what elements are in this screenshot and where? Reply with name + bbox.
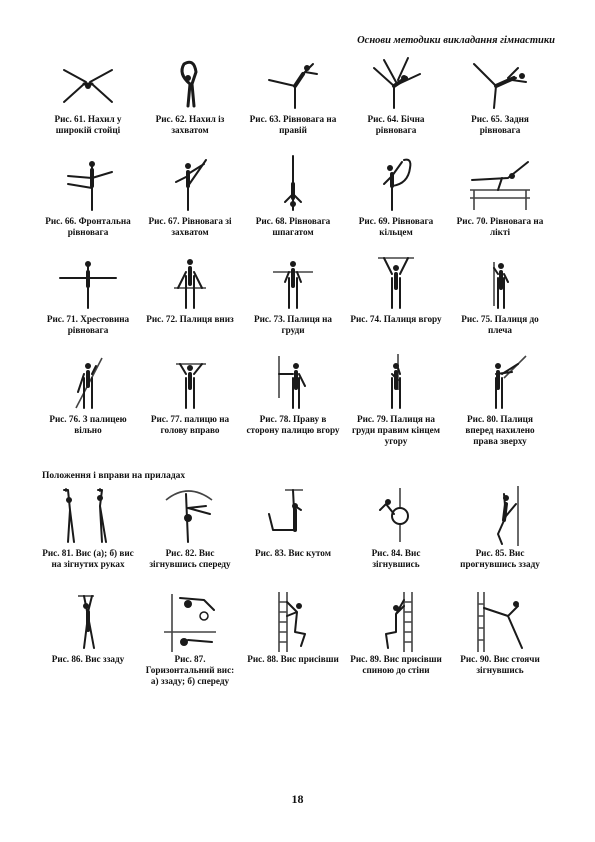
balance-right-leg-figure-icon	[261, 52, 325, 112]
running-header: Основи методики викладання гімнастики	[357, 35, 555, 46]
figure-caption: Рис. 86. Вис ззаду	[51, 654, 125, 664]
figure-65	[452, 52, 548, 136]
squat-hang-figure-icon	[261, 592, 325, 652]
figure-90	[452, 592, 548, 676]
arched-hang-back-figure-icon	[468, 486, 532, 546]
figure-84	[348, 486, 444, 570]
figure-72	[142, 252, 238, 325]
figure-caption: Рис. 70. Рівновага на лікті	[456, 216, 544, 237]
stick-free-figure-icon	[56, 352, 120, 412]
figure-caption: Рис. 85. Вис прогнувшись ззаду	[460, 548, 540, 569]
figure-78	[245, 352, 341, 436]
figure-88	[245, 592, 341, 665]
stick-down-figure-icon	[158, 252, 222, 312]
figure-caption: Рис. 76. З палицею вільно	[49, 414, 127, 435]
figure-caption: Рис. 68. Рівновага шпагатом	[255, 216, 331, 237]
figure-63	[245, 52, 341, 136]
stick-on-head-figure-icon	[158, 352, 222, 412]
pike-hang-front-figure-icon	[158, 486, 222, 546]
figure-82	[142, 486, 238, 570]
stick-to-chest-figure-icon	[261, 252, 325, 312]
l-hang-figure-icon	[261, 486, 325, 546]
figure-caption: Рис. 73. Палиця на груди	[253, 314, 333, 335]
figure-68	[245, 154, 341, 238]
figure-caption: Рис. 62. Нахил із захватом	[155, 114, 225, 135]
figure-76	[40, 352, 136, 436]
figure-79	[348, 352, 444, 447]
figure-87	[142, 592, 238, 687]
figure-caption: Рис. 72. Палиця вниз	[146, 314, 234, 324]
figure-69	[348, 154, 444, 238]
figure-caption: Рис. 88. Вис присівши	[247, 654, 339, 664]
stick-up-figure-icon	[364, 252, 428, 312]
figure-caption: Рис. 64. Бічна рівновага	[367, 114, 425, 135]
side-balance-figure-icon	[364, 52, 428, 112]
figure-caption: Рис. 84. Вис зігнувшись	[371, 548, 421, 569]
figure-75	[452, 252, 548, 336]
figure-caption: Рис. 74. Палиця вгору	[350, 314, 442, 324]
frontal-balance-figure-icon	[56, 154, 120, 214]
ring-balance-figure-icon	[364, 154, 428, 214]
back-hang-figure-icon	[56, 592, 120, 652]
figure-caption: Рис. 78. Праву в сторону палицю вгору	[246, 414, 340, 435]
figure-caption: Рис. 67. Рівновага зі захватом	[148, 216, 232, 237]
figure-70	[452, 154, 548, 238]
page-number: 18	[291, 792, 304, 806]
figure-62	[142, 52, 238, 136]
figure-74	[348, 252, 444, 325]
bend-with-grip-figure-icon	[158, 52, 222, 112]
figure-86	[40, 592, 136, 665]
stick-chest-end-up-figure-icon	[364, 352, 428, 412]
figure-61	[40, 52, 136, 136]
figure-73	[245, 252, 341, 336]
figure-77	[142, 352, 238, 436]
figure-caption: Рис. 89. Вис присівши спиною до стіни	[350, 654, 442, 675]
figure-caption: Рис. 63. Рівновага на правій	[249, 114, 337, 135]
figure-caption: Рис. 90. Вис стоячи зігнувшись	[460, 654, 540, 675]
figure-80	[452, 352, 548, 447]
figure-caption: Рис. 75. Палиця до плеча	[461, 314, 539, 335]
standing-pike-hang-figure-icon	[468, 592, 532, 652]
right-side-stick-up-figure-icon	[261, 352, 325, 412]
wide-stance-bend-figure-icon	[56, 52, 120, 112]
figure-caption: Рис. 83. Вис кутом	[255, 548, 331, 558]
figure-caption: Рис. 79. Палиця на груди правим кінцем угору	[352, 414, 440, 446]
balance-with-grip-figure-icon	[158, 154, 222, 214]
figure-81	[40, 486, 136, 570]
stick-to-shoulder-figure-icon	[468, 252, 532, 312]
figure-64	[348, 52, 444, 136]
figure-caption: Рис. 71. Хрестовина рівновага	[46, 314, 130, 335]
cross-balance-figure-icon	[56, 252, 120, 312]
figure-caption: Рис. 82. Вис зігнувшись спереду	[149, 548, 231, 569]
back-balance-figure-icon	[468, 52, 532, 112]
horizontal-hang-figure-icon	[158, 592, 222, 652]
figure-caption: Рис. 65. Задня рівновага	[471, 114, 529, 135]
figure-caption: Рис. 80. Палиця вперед нахилено права зверху	[465, 414, 535, 446]
section-title: Положення і вправи на приладах	[42, 471, 186, 481]
squat-hang-wall-figure-icon	[364, 592, 428, 652]
stick-forward-tilted-figure-icon	[468, 352, 532, 412]
figure-caption: Рис. 77. палицю на голову вправо	[150, 414, 230, 435]
figure-85	[452, 486, 548, 570]
figure-caption: Рис. 81. Вис (а); б) вис на зігнутих руках	[42, 548, 134, 569]
figure-caption: Рис. 87. Горизонтальний вис: а) ззаду; б) спереду	[145, 654, 235, 686]
hang-bent-arms-figure-icon	[56, 486, 120, 546]
figure-66	[40, 154, 136, 238]
elbow-balance-figure-icon	[468, 154, 532, 214]
figure-83	[245, 486, 341, 559]
split-balance-figure-icon	[261, 154, 325, 214]
figure-caption: Рис. 61. Нахил у широкій стойці	[54, 114, 122, 135]
figure-caption: Рис. 69. Рівновага кільцем	[358, 216, 434, 237]
figure-caption: Рис. 66. Фронтальна рівновага	[45, 216, 131, 237]
pike-hang-figure-icon	[364, 486, 428, 546]
figure-89	[348, 592, 444, 676]
figure-71	[40, 252, 136, 336]
figure-67	[142, 154, 238, 238]
